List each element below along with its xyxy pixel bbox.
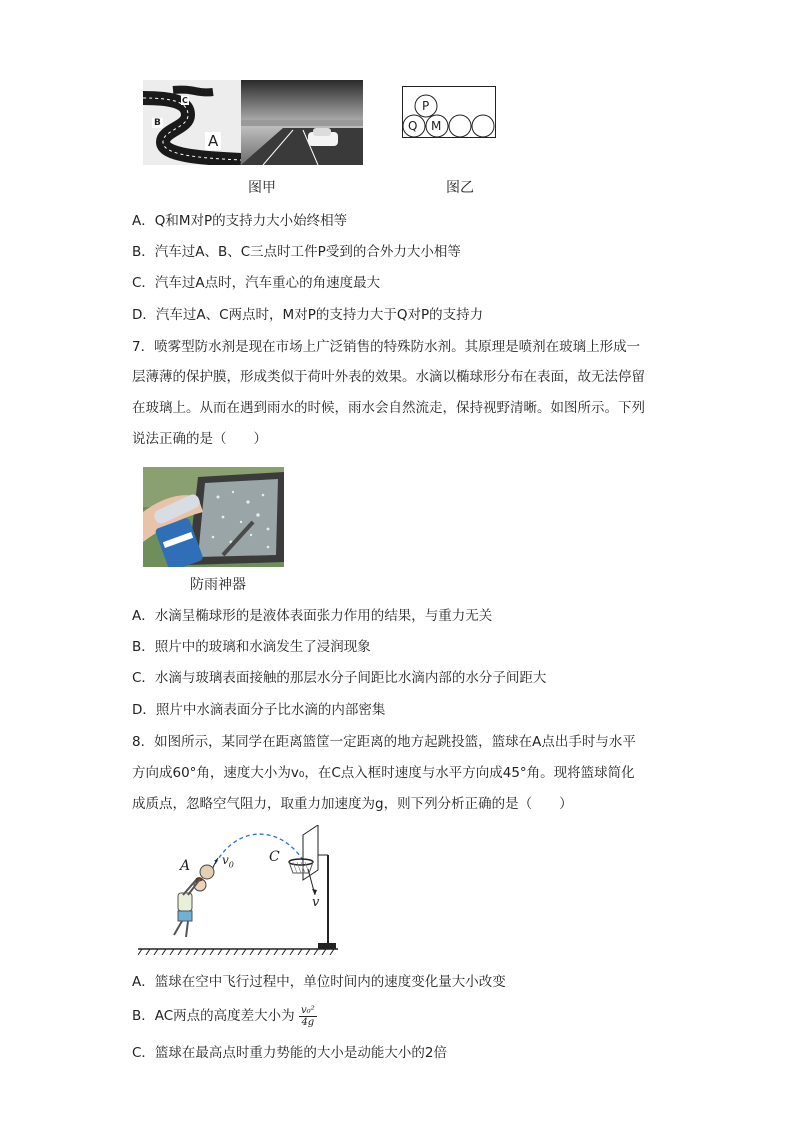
- figure-yi-caption: 图乙: [446, 180, 474, 196]
- q6-option-a: A．Q和M对P的支持力大小始终相等: [132, 213, 348, 229]
- q6-option-d: D．汽车过A、C两点时，M对P的支持力大于Q对P的支持力: [132, 307, 484, 323]
- basketball-figure: [138, 825, 343, 955]
- q8-option-b-text: B．AC两点的高度差大小为: [132, 1008, 295, 1024]
- basketball-label-a: A: [180, 858, 191, 874]
- q8-option-c: C．篮球在最高点时重力势能的大小是动能大小的2倍: [132, 1045, 448, 1061]
- road-label-b: B: [154, 118, 161, 128]
- fraction-numerator: v₀²: [300, 1004, 315, 1016]
- circle-label-p: P: [422, 99, 430, 113]
- q6-option-b: B．汽车过A、B、C三点时工件P受到的合外力大小相等: [132, 244, 461, 260]
- figure-jia-caption: 图甲: [248, 180, 276, 196]
- q7-stem-line1: 7．喷雾型防水剂是现在市场上广泛销售的特殊防水剂。其原理是喷剂在玻璃上形成一: [132, 339, 641, 355]
- q7-stem-line2: 层薄薄的保护膜，形成类似于荷叶外表的效果。水滴以椭球形分布在表面，故无法停留: [132, 369, 645, 385]
- q7-stem-line4: 说法正确的是（ ）: [132, 431, 267, 447]
- q7-option-c: C．水滴与玻璃表面接触的那层水分子间距比水滴内部的水分子间距大: [132, 670, 547, 686]
- q8-stem-line2: 方向成60°角，速度大小为v₀，在C点入框时速度与水平方向成45°角。现将篮球简化: [132, 765, 635, 781]
- basketball-label-v0-sub: 0: [228, 860, 234, 870]
- q7-stem-line3: 在玻璃上。从而在遇到雨水的时候，雨水会自然流走，保持视野清晰。如图所示。下列: [132, 400, 645, 416]
- rain-spray-photo: [143, 467, 284, 567]
- q8-option-a: A．篮球在空中飞行过程中，单位时间内的速度变化量大小改变: [132, 974, 506, 990]
- q7-option-a: A．水滴呈椭球形的是液体表面张力作用的结果，与重力无关: [132, 608, 493, 624]
- q6-option-c: C．汽车过A点时，汽车重心的角速度最大: [132, 275, 381, 291]
- figure-jia-road-photo: [143, 80, 363, 165]
- road-label-c: C: [182, 96, 188, 105]
- q8-option-b: [132, 1003, 317, 1029]
- circle-label-m: M: [431, 119, 442, 133]
- q7-option-d: D．照片中水滴表面分子比水滴的内部密集: [132, 702, 386, 718]
- q8-stem-line3: 成质点，忽略空气阻力，取重力加速度为g，则下列分析正确的是（ ）: [132, 796, 573, 812]
- q8-option-b-fraction: [299, 1005, 317, 1028]
- basketball-label-c: C: [269, 849, 280, 865]
- circle-label-q: Q: [408, 119, 418, 133]
- fraction-denominator: 4g: [301, 1016, 315, 1028]
- basketball-label-v0: [222, 853, 234, 869]
- q7-option-b: B．照片中的玻璃和水滴发生了浸润现象: [132, 639, 371, 655]
- road-label-a: A: [205, 132, 221, 150]
- basketball-label-v0-base: v: [222, 853, 229, 867]
- basketball-label-v: v: [312, 895, 320, 910]
- q8-stem-line1: 8．如图所示，某同学在距离篮筐一定距离的地方起跳投篮，篮球在A点出手时与水平: [132, 734, 636, 750]
- rain-photo-caption: 防雨神器: [190, 577, 246, 593]
